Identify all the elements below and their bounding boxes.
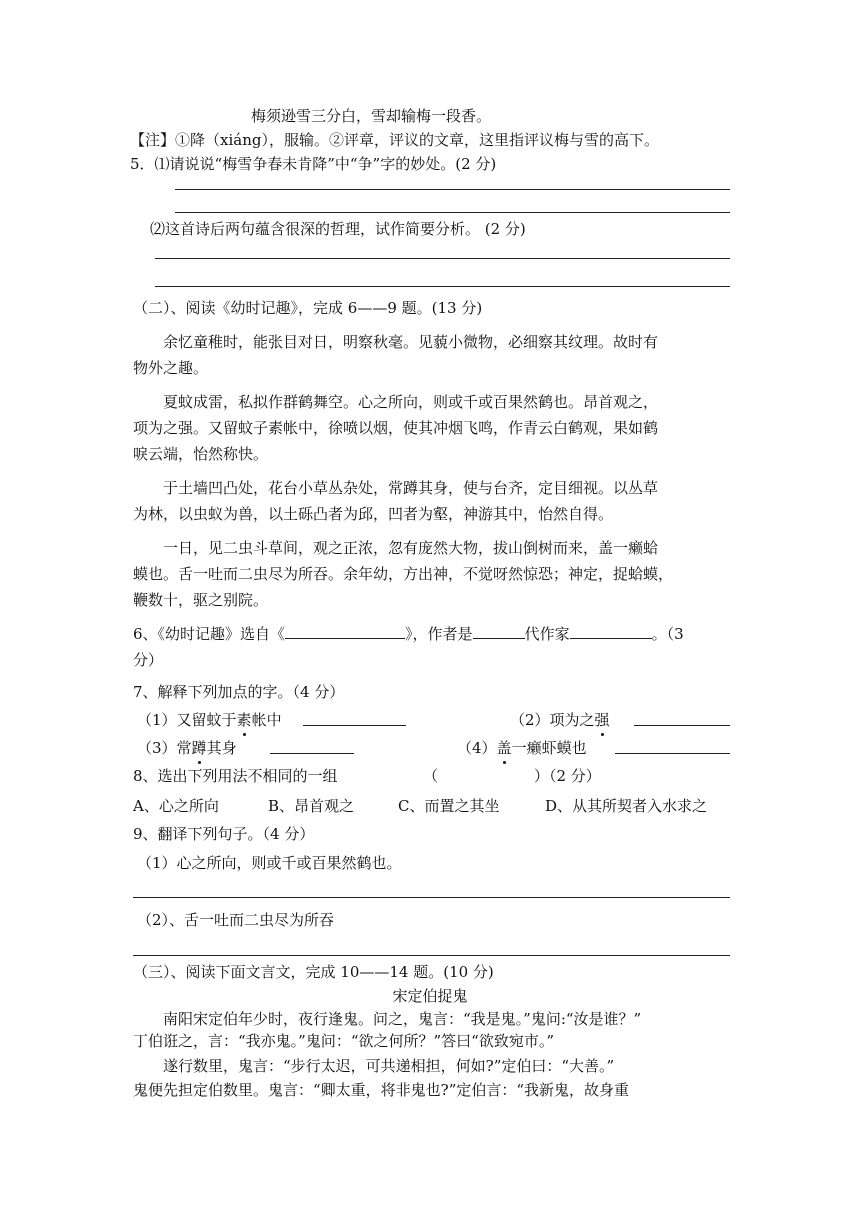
q7-item1-text: （1）又留蚊于 [137, 711, 237, 729]
q8-option-c[interactable]: C、而置之其坐 [398, 797, 500, 815]
q6-blank-book[interactable] [285, 624, 405, 639]
q7-item4 [457, 738, 587, 758]
passage-p1-line2: 物外之趣。 [133, 359, 209, 377]
q5-part2: ⑵这首诗后两句蕴含很深的哲理，试作简要分析。 (2 分) [150, 220, 526, 238]
passage-p4-line3: 鞭数十，驱之别院。 [133, 591, 269, 609]
q7-item4-text-end: 一癞虾蟆也 [511, 739, 587, 757]
q7-item2-dotted-char: 强 [594, 711, 610, 729]
q7-item3-text-end: 其身 [206, 739, 237, 757]
q7-title: 7、解释下列加点的字。（4 分） [133, 683, 345, 701]
q5-answer-line-2[interactable] [175, 212, 730, 213]
q7-blank-2[interactable] [634, 725, 730, 726]
passage-p3-line1: 于土墙凹凸处，花台小草丛杂处，常蹲其身，使与台齐，定目细视。以丛草 [163, 479, 659, 497]
q6-line2: 分） [133, 651, 164, 669]
q7-item3 [137, 738, 237, 758]
q5-answer-line-4[interactable] [155, 286, 730, 287]
q8-option-b[interactable]: B、昂首观之 [268, 797, 355, 815]
q8-title: 8、选出下列用法不相同的一组 [133, 767, 338, 785]
passage-p1-line1: 余忆童稚时，能张目对日，明察秋毫。见藐小微物，必细察其纹理。故时有 [163, 333, 659, 351]
passage-p4-line1: 一日，见二虫斗草间，观之正浓，忽有庞然大物，拔山倒树而来，盖一癞蛤 [163, 539, 659, 557]
q8-option-d[interactable]: D、从其所契者入水求之 [545, 797, 708, 815]
story-line-3: 遂行数里，鬼言：“步行太迟，可共递相担，何如?”定伯曰：“大善。” [163, 1057, 615, 1075]
q7-item4-dotted-char: 盖 [496, 739, 512, 757]
q6-blank-author[interactable] [570, 624, 652, 639]
passage-p3-line2: 为林，以虫蚁为兽，以土砾凸者为邱，凹者为壑，神游其中，怡然自得。 [133, 505, 614, 523]
passage-p2-line2: 项为之强。又留蚊子素帐中，徐喷以烟，使其冲烟飞鸣，作青云白鹤观，果如鹤 [133, 419, 659, 437]
q9-sentence-1: （1）心之所向，则或千或百果然鹤也。 [137, 854, 402, 872]
poem-note: 【注】①降（xiáng），服输。②评章，评议的文章，这里指评议梅与雪的高下。 [130, 131, 659, 149]
poem-line: 梅须逊雪三分白，雪却输梅一段香。 [251, 107, 492, 125]
q5-answer-line-3[interactable] [155, 258, 730, 259]
q7-blank-3[interactable] [270, 753, 354, 754]
q9-sentence-2: （2）、舌一吐而二虫尽为所吞 [137, 911, 335, 929]
section2-heading: （二）、阅读《幼时记趣》，完成 6——9 题。(13 分) [133, 299, 483, 317]
q6-blank-dynasty[interactable] [473, 624, 525, 639]
q5-answer-line-1[interactable] [175, 189, 730, 190]
q9-answer-line-2[interactable] [133, 955, 730, 956]
q6-text-d: 。（3 [651, 625, 684, 643]
story-line-4: 鬼便先担定伯数里。鬼言：“卿太重，将非鬼也?”定伯言：“我新鬼，故身重 [133, 1081, 630, 1099]
passage-p2-line3: 唳云端，怡然称快。 [133, 445, 269, 463]
section3-heading: （三）、阅读下面文言文，完成 10——14 题。(10 分) [133, 963, 494, 981]
q7-blank-4[interactable] [615, 753, 730, 754]
passage-p2-line1: 夏蚊成雷，私拟作群鹤舞空。心之所向，则或千或百果然鹤也。昂首观之， [163, 393, 659, 411]
story-line-1: 南阳宋定伯年少时，夜行逢鬼。问之，鬼言：“我是鬼。”鬼问:“汝是谁？” [163, 1010, 642, 1028]
q7-item1-dotted-char: 素 [236, 711, 252, 729]
story-line-2: 丁伯诳之，言：“我亦鬼。”鬼问：“欲之何所？”答曰“欲致宛市。” [133, 1032, 555, 1050]
q8-paren-open: （ [423, 767, 439, 785]
q9-title: 9、翻译下列句子。（4 分） [133, 825, 315, 843]
q5-part1: 5．⑴请说说“梅雪争春未肯降”中“争”字的妙处。(2 分) [130, 155, 497, 173]
q6-text-b: 》，作者是 [405, 625, 473, 643]
q7-item4-text: （4） [457, 739, 497, 757]
story-title: 宋定伯捉鬼 [392, 987, 468, 1005]
q8-option-a[interactable]: A、心之所向 [133, 797, 219, 815]
q7-item1-text-end: 帐中 [251, 711, 282, 729]
q6-text-c: 代作家 [524, 625, 570, 643]
q8-paren-close: ）（2 分） [534, 767, 601, 785]
q7-item2-text: （2）项为之 [510, 711, 595, 729]
q7-item3-dotted-char: 蹲 [191, 739, 207, 757]
q6-text-a: 6、《幼时记趣》选自《 [133, 625, 286, 643]
q7-item2 [510, 710, 610, 730]
q6-line1 [133, 624, 684, 644]
q7-blank-1[interactable] [303, 725, 406, 726]
q7-item1 [137, 710, 282, 730]
q9-answer-line-1[interactable] [133, 897, 730, 898]
passage-p4-line2: 蟆也。舌一吐而二虫尽为所吞。余年幼，方出神，不觉呀然惊恐；神定，捉蛤蟆， [133, 565, 674, 583]
q7-item3-text: （3）常 [137, 739, 192, 757]
